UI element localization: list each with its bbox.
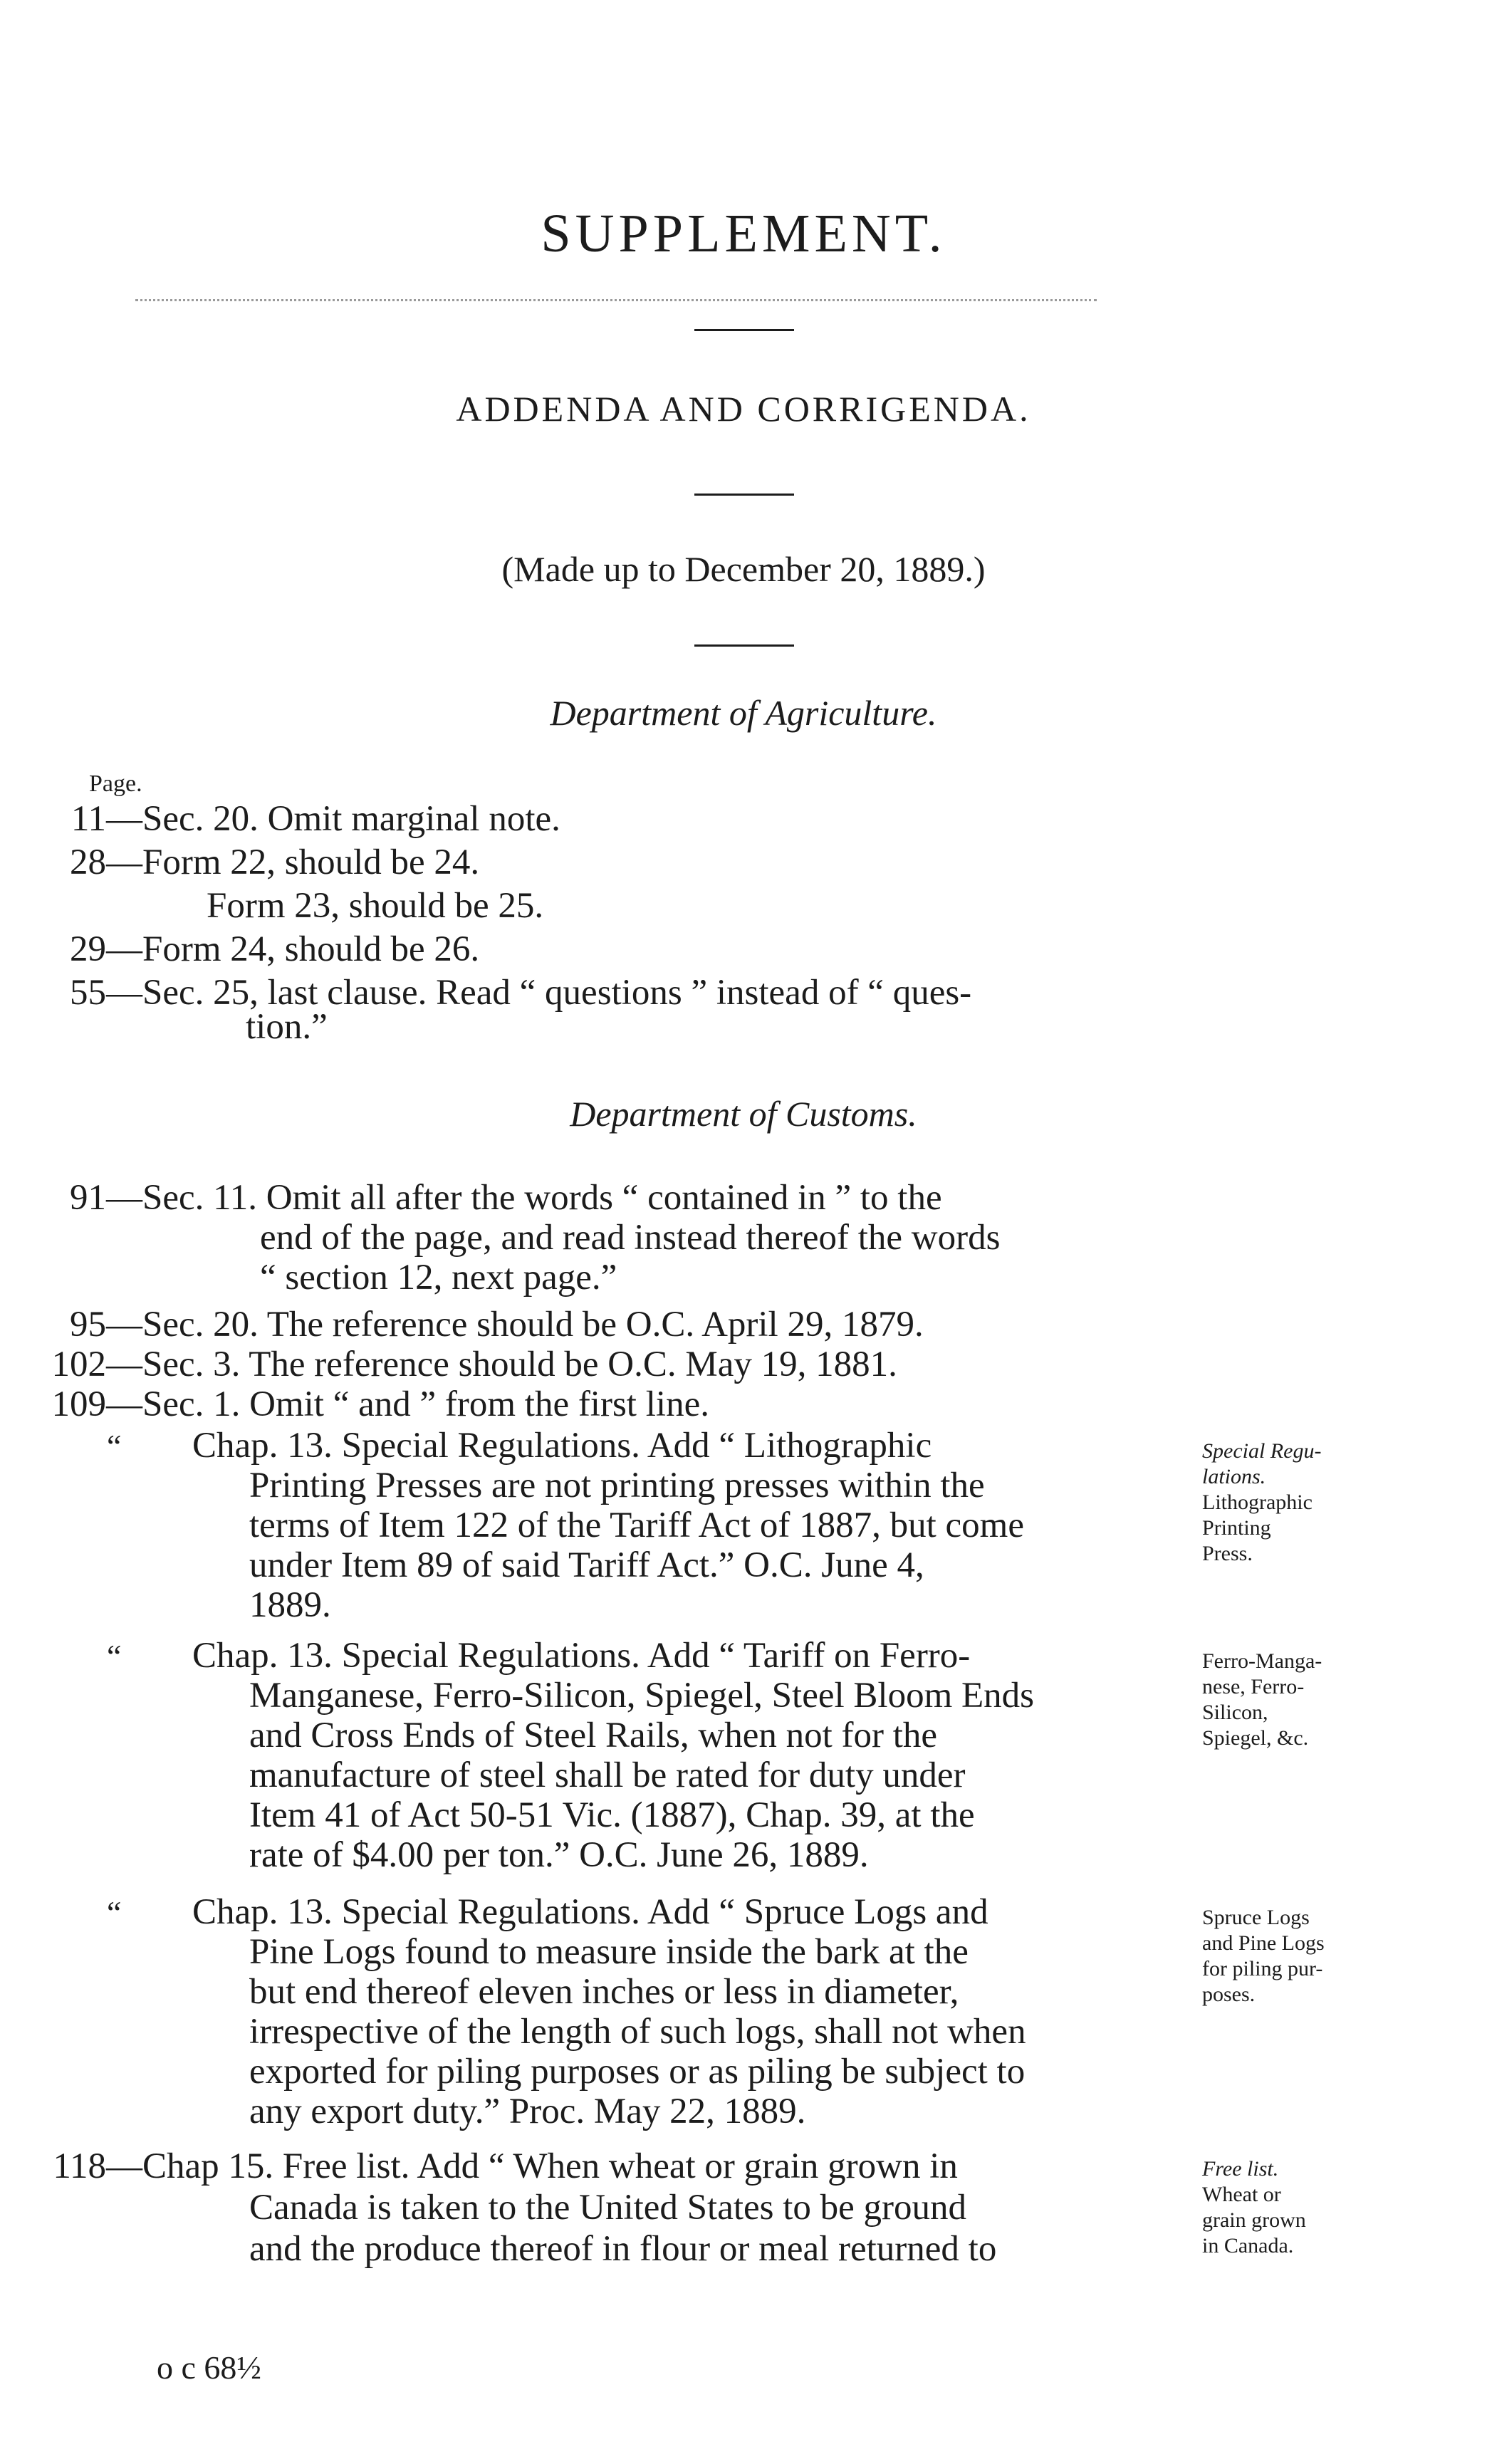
paragraph-line: and Cross Ends of Steel Rails, when not for the [249, 1716, 938, 1755]
rule-divider [694, 329, 794, 331]
margin-note-line: nese, Ferro- [1202, 1675, 1305, 1698]
entry-list-customs [0, 1176, 1211, 1447]
page-number: 118— [53, 2146, 142, 2186]
margin-note-line: Printing [1202, 1516, 1271, 1540]
paragraph-line: Manganese, Ferro-Silicon, Spiegel, Steel Bloom Ends [249, 1676, 1035, 1716]
margin-note [1202, 2156, 1306, 2259]
paragraph-line: Chap. 13. Special Regulations. Add “ Lithographic [192, 1426, 932, 1466]
entry-text: Sec. 1. Omit “ and ” from the first line. [142, 1384, 709, 1424]
entry-text: Sec. 3. The reference should be O.C. May 19, 1881. [142, 1345, 897, 1384]
margin-note-line: Press. [1202, 1542, 1253, 1565]
signature-mark: o c 68½ [157, 2349, 261, 2386]
entry-text: Form 23, should be 25. [207, 886, 544, 926]
paragraph-line: Chap 15. Free list. Add “ When wheat or grain grown in [142, 2146, 958, 2186]
margin-note [1202, 1649, 1322, 1751]
paragraph-line: Chap. 13. Special Regulations. Add “ Tariff on Ferro- [192, 1636, 971, 1676]
rule-divider [694, 644, 794, 647]
regulation-paragraph [0, 1424, 1487, 1652]
margin-note [1202, 1439, 1321, 1567]
rule-divider [694, 494, 794, 496]
margin-note-heading: Special Regu- [1202, 1439, 1322, 1463]
entry-text: Sec. 20. The reference should be O.C. April 29, 1879. [142, 1305, 924, 1345]
margin-note-line: Lithographic [1202, 1491, 1313, 1514]
page-number: 11— [71, 799, 142, 839]
page-number: 95— [70, 1305, 142, 1345]
margin-note-line: Spiegel, &c. [1202, 1726, 1309, 1750]
paragraph-line: and the produce thereof in flour or meal returned to [249, 2229, 997, 2269]
margin-note-line: for piling pur- [1202, 1957, 1323, 1980]
paragraph-line: manufacture of steel shall be rated for duty under [249, 1755, 966, 1795]
section-heading-customs: Department of Customs. [570, 1094, 917, 1134]
ditto-mark: “ [107, 1894, 122, 1931]
paragraph-line: irrespective of the length of such logs, shall not when [249, 2012, 1026, 2052]
entry-text: Sec. 20. Omit marginal note. [142, 799, 560, 839]
paragraph-line: Canada is taken to the United States to be ground [249, 2188, 967, 2228]
margin-note-heading: lations. [1202, 1465, 1266, 1488]
ditto-mark: “ [107, 1428, 122, 1464]
section-heading-agriculture: Department of Agriculture. [550, 693, 937, 733]
margin-note-line: poses. [1202, 1983, 1256, 2006]
entry-text: Sec. 25, last clause. Read “ questions ” instead of “ ques- [142, 973, 972, 1013]
page-column-label: Page. [89, 771, 142, 797]
margin-note-line: Wheat or [1202, 2183, 1281, 2206]
paragraph-line: Pine Logs found to measure inside the bark at the [249, 1932, 969, 1972]
ditto-mark: “ [107, 1638, 122, 1674]
date-note: (Made up to December 20, 1889.) [501, 549, 986, 589]
margin-note-line: Ferro-Manga- [1202, 1649, 1322, 1673]
entry-continuation: tion.” [246, 1007, 328, 1047]
entry-continuation: “ section 12, next page.” [260, 1258, 617, 1298]
entry-text: Form 24, should be 26. [142, 929, 480, 969]
entry-continuation: end of the page, and read instead thereof the words [260, 1218, 1001, 1258]
regulation-paragraph [0, 1634, 1487, 1876]
margin-note-heading: Free list. [1202, 2157, 1279, 2181]
paragraph-line: 1889. [249, 1585, 331, 1625]
regulation-paragraph [0, 1891, 1487, 2133]
page-number: 55— [70, 973, 142, 1013]
paragraph-line: rate of $4.00 per ton.” O.C. June 26, 1889. [249, 1835, 869, 1875]
entry-text: Form 22, should be 24. [142, 842, 480, 882]
paragraph-line: exported for piling purposes or as piling be subject to [249, 2052, 1026, 2092]
margin-note-line: grain grown [1202, 2208, 1306, 2232]
page-subtitle: ADDENDA AND CORRIGENDA. [456, 389, 1031, 429]
entry-list-agriculture [0, 798, 1211, 1047]
paragraph-line: terms of Item 122 of the Tariff Act of 1887, but come [249, 1505, 1024, 1545]
free-list-entry [0, 2145, 1487, 2287]
margin-note-line: Silicon, [1202, 1701, 1268, 1724]
paragraph-line: any export duty.” Proc. May 22, 1889. [249, 2092, 806, 2131]
page-number: 91— [70, 1178, 142, 1218]
page-number: 28— [70, 842, 142, 882]
dotted-divider [135, 299, 1097, 301]
paragraph-line: under Item 89 of said Tariff Act.” O.C. June 4, [249, 1545, 924, 1585]
paragraph-line: Item 41 of Act 50-51 Vic. (1887), Chap. 39, at the [249, 1795, 975, 1835]
page-number: 102— [51, 1345, 142, 1384]
paragraph-line: Printing Presses are not printing presses within the [249, 1466, 985, 1505]
paragraph-line: but end thereof eleven inches or less in diameter, [249, 1972, 959, 2012]
page-title: SUPPLEMENT. [541, 204, 946, 263]
page-number: 109— [51, 1384, 142, 1424]
entry-text: Sec. 11. Omit all after the words “ contained in ” to the [142, 1178, 942, 1218]
paragraph-line: Chap. 13. Special Regulations. Add “ Spruce Logs and [192, 1892, 988, 1932]
page-number: 29— [70, 929, 142, 969]
margin-note-line: and Pine Logs [1202, 1931, 1325, 1955]
margin-note-line: in Canada. [1202, 2234, 1294, 2257]
margin-note-line: Spruce Logs [1202, 1906, 1310, 1929]
margin-note [1202, 1905, 1325, 2008]
